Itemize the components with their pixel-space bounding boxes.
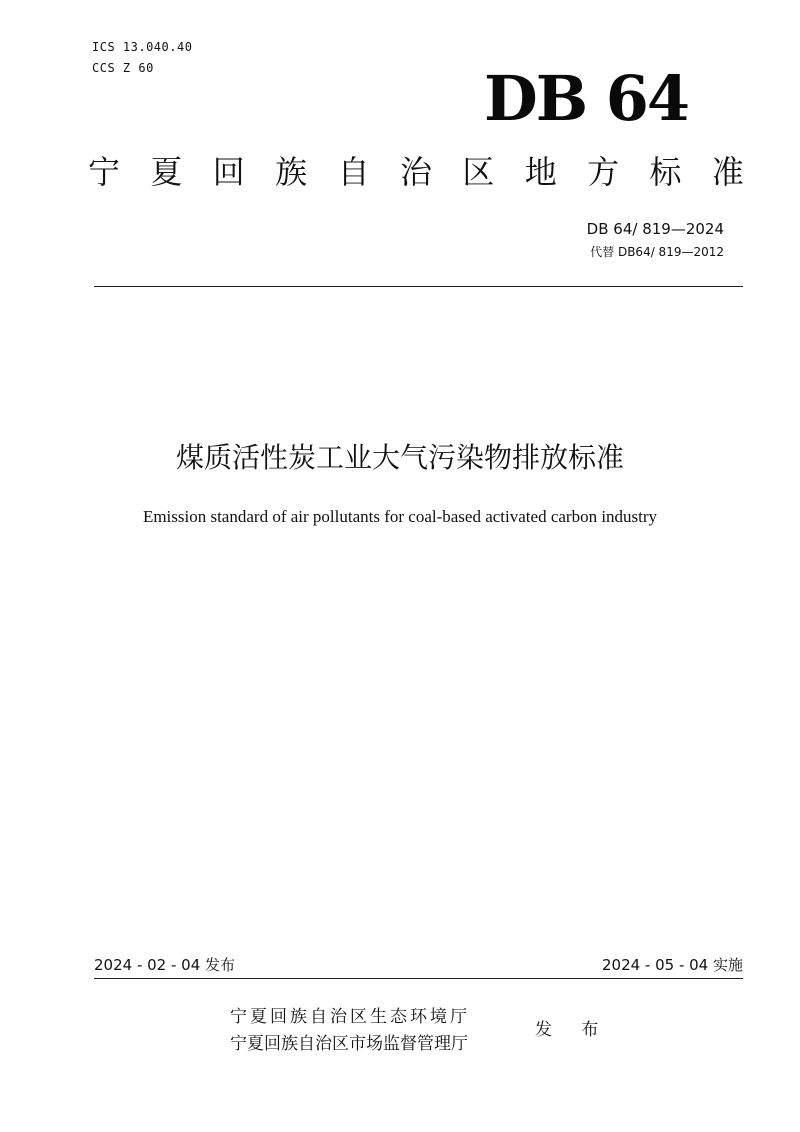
authority-char: 标: [649, 153, 682, 191]
header-divider: [94, 286, 743, 287]
authority-char: 族: [275, 153, 308, 191]
db-logo: DB 64: [483, 62, 688, 135]
ics-code: ICS 13.040.40: [92, 40, 193, 54]
ccs-code: CCS Z 60: [92, 61, 154, 75]
authority-char: 宁: [88, 153, 121, 191]
footer-divider: [94, 978, 743, 979]
authority-heading: [88, 152, 744, 192]
authority-char: 自: [337, 153, 370, 191]
authority-char: 回: [212, 153, 245, 191]
publisher-name: 宁夏回族自治区市场监督管理厅: [230, 1034, 468, 1054]
publish-label: 发 布: [535, 1020, 611, 1040]
standard-number: DB 64/ 819—2024: [586, 220, 724, 238]
document-title-english: Emission standard of air pollutants for coal-based activated carbon industry: [142, 507, 658, 526]
replaced-standard: 代替 DB64/ 819—2012: [590, 245, 724, 259]
authority-char: 准: [711, 153, 744, 191]
document-title: 煤质活性炭工业大气污染物排放标准: [175, 441, 624, 474]
authority-char: 区: [462, 153, 495, 191]
implementation-date: 2024 - 05 - 04 实施: [601, 956, 743, 974]
authority-char: 治: [399, 153, 432, 191]
authority-char: 方: [587, 153, 620, 191]
issue-date: 2024 - 02 - 04 发布: [94, 956, 236, 974]
publisher-name: 宁夏回族自治区生态环境厅: [230, 1007, 470, 1027]
authority-char: 地: [524, 153, 557, 191]
authority-char: 夏: [150, 153, 183, 191]
